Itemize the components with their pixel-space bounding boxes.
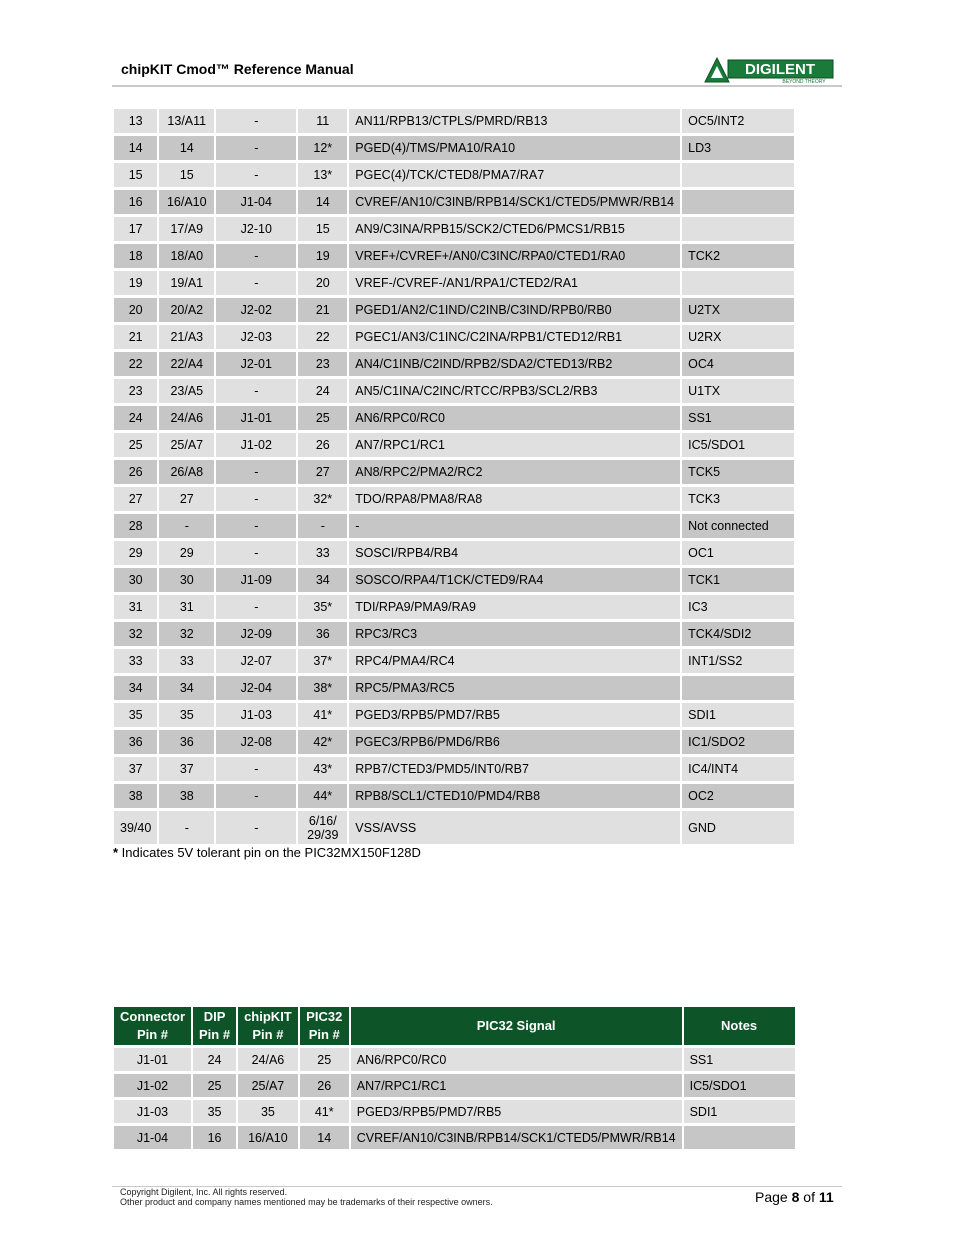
table-cell: 14	[159, 136, 214, 160]
table-row	[114, 1100, 795, 1123]
table-cell: 13	[114, 109, 157, 133]
table-cell: 37	[159, 757, 214, 781]
table-cell: -	[159, 514, 214, 538]
table-cell: 27	[298, 460, 347, 484]
table-cell: 21/A3	[159, 325, 214, 349]
table-row	[114, 109, 794, 133]
copyright-line: Copyright Digilent, Inc. All rights reserved.	[120, 1187, 288, 1197]
table-cell: 22/A4	[159, 352, 214, 376]
table-cell: 14	[300, 1126, 349, 1149]
table-cell: J1-04	[216, 190, 296, 214]
table-row	[114, 379, 794, 403]
table-cell: 27	[114, 487, 157, 511]
table-cell: -	[216, 244, 296, 268]
table-row	[114, 1126, 795, 1149]
table-cell: 37	[114, 757, 157, 781]
table-cell: U1TX	[682, 379, 794, 403]
table-cell: OC5/INT2	[682, 109, 794, 133]
table-cell: 25/A7	[238, 1074, 298, 1097]
table-cell	[684, 1126, 795, 1149]
page-current: 8	[791, 1189, 800, 1205]
page-of: of	[799, 1189, 819, 1205]
header-line: Pin #	[199, 1027, 231, 1042]
table-cell: 18	[114, 244, 157, 268]
table-cell: SS1	[684, 1048, 795, 1071]
table-cell: RPC4/PMA4/RC4	[349, 649, 680, 673]
table-cell: PGEC1/AN3/C1INC/C2INA/RPB1/CTED12/RB1	[349, 325, 680, 349]
table-cell: 38*	[298, 676, 347, 700]
table-cell: 16	[114, 190, 157, 214]
table-cell: IC3	[682, 595, 794, 619]
table-cell: J1-09	[216, 568, 296, 592]
header-line: Pin #	[252, 1027, 284, 1042]
table-cell: J1-02	[114, 1074, 191, 1097]
table-cell: -	[216, 784, 296, 808]
table-cell: 38	[114, 784, 157, 808]
header-line: Connector	[120, 1009, 185, 1024]
table-cell: 24	[193, 1048, 236, 1071]
table-row	[114, 757, 794, 781]
table-cell: AN4/C1INB/C2IND/RPB2/SDA2/CTED13/RB2	[349, 352, 680, 376]
table-cell: PGEC3/RPB6/PMD6/RB6	[349, 730, 680, 754]
table-cell: 16	[193, 1126, 236, 1149]
header-line: DIP	[203, 1009, 226, 1024]
table-cell	[298, 811, 347, 844]
table-cell: 29	[159, 541, 214, 565]
table-cell: 15	[159, 163, 214, 187]
connector-table	[112, 1004, 797, 1152]
table-row	[114, 244, 794, 268]
table-cell	[682, 217, 794, 241]
table-cell: AN7/RPC1/RC1	[349, 433, 680, 457]
table-cell: 17/A9	[159, 217, 214, 241]
header-line: chipKIT	[244, 1009, 292, 1024]
table-cell: 13*	[298, 163, 347, 187]
table-cell: 17	[114, 217, 157, 241]
table-cell: 32	[114, 622, 157, 646]
table-cell: 29	[114, 541, 157, 565]
table-cell: TCK4/SDI2	[682, 622, 794, 646]
table-cell: 22	[298, 325, 347, 349]
table-row	[114, 406, 794, 430]
table-cell: 16/A10	[238, 1126, 298, 1149]
copyright-notice	[120, 1187, 493, 1207]
table-cell: 25/A7	[159, 433, 214, 457]
table-cell: 26	[114, 460, 157, 484]
table-cell: U2TX	[682, 298, 794, 322]
table-cell: J2-10	[216, 217, 296, 241]
table-cell: AN7/RPC1/RC1	[351, 1074, 682, 1097]
table-cell: -	[216, 379, 296, 403]
column-header	[193, 1007, 236, 1045]
table-cell: 24	[298, 379, 347, 403]
table-row	[114, 811, 794, 844]
table-cell: J2-09	[216, 622, 296, 646]
table-cell: 37*	[298, 649, 347, 673]
header-line: Notes	[721, 1018, 758, 1033]
table-cell: CVREF/AN10/C3INB/RPB14/SCK1/CTED5/PMWR/RB14	[351, 1126, 682, 1149]
table-cell: RPB8/SCL1/CTED10/PMD4/RB8	[349, 784, 680, 808]
logo-tagline: BEYOND THEORY	[782, 79, 826, 84]
table-cell: PGED1/AN2/C1IND/C2INB/C3IND/RPB0/RB0	[349, 298, 680, 322]
table-cell: IC5/SDO1	[684, 1074, 795, 1097]
table-cell: TCK2	[682, 244, 794, 268]
table-cell: SOSCO/RPA4/T1CK/CTED9/RA4	[349, 568, 680, 592]
table-cell: CVREF/AN10/C3INB/RPB14/SCK1/CTED5/PMWR/RB14	[349, 190, 680, 214]
table-row	[114, 568, 794, 592]
column-header	[238, 1007, 298, 1045]
table-cell: 30	[159, 568, 214, 592]
column-header	[114, 1007, 191, 1045]
table-cell: 36	[159, 730, 214, 754]
table-cell: 26/A8	[159, 460, 214, 484]
table-cell: 11	[298, 109, 347, 133]
table-cell: J2-04	[216, 676, 296, 700]
table-cell: 44*	[298, 784, 347, 808]
table-cell: 25	[193, 1074, 236, 1097]
table-cell: 26	[300, 1074, 349, 1097]
table-cell: 32	[159, 622, 214, 646]
table-cell: 19	[114, 271, 157, 295]
cell-line: 6/16/	[308, 813, 337, 828]
table-row	[114, 433, 794, 457]
table-row	[114, 163, 794, 187]
table-cell: 15	[298, 217, 347, 241]
table-cell: 43*	[298, 757, 347, 781]
table-cell: 19	[298, 244, 347, 268]
table-cell: 24	[114, 406, 157, 430]
table-cell: 35	[193, 1100, 236, 1123]
table-cell: 20	[114, 298, 157, 322]
table-cell: SS1	[682, 406, 794, 430]
table-cell: 13/A11	[159, 109, 214, 133]
table-row	[114, 622, 794, 646]
cell-line: 29/39	[307, 827, 339, 842]
table-cell: 31	[159, 595, 214, 619]
table-cell: 35	[159, 703, 214, 727]
table-row	[114, 649, 794, 673]
table-cell: 23	[114, 379, 157, 403]
table-cell: 31	[114, 595, 157, 619]
table-cell: LD3	[682, 136, 794, 160]
table-cell: 27	[159, 487, 214, 511]
table-cell: OC2	[682, 784, 794, 808]
table-cell: VREF-/CVREF-/AN1/RPA1/CTED2/RA1	[349, 271, 680, 295]
table-cell: 16/A10	[159, 190, 214, 214]
page-label: Page	[755, 1189, 792, 1205]
table-cell: 35*	[298, 595, 347, 619]
table-cell: 23	[298, 352, 347, 376]
table-cell: AN8/RPC2/PMA2/RC2	[349, 460, 680, 484]
table-cell: 21	[298, 298, 347, 322]
table-cell: 25	[298, 406, 347, 430]
table-cell: 24/A6	[238, 1048, 298, 1071]
table-cell: SOSCI/RPB4/RB4	[349, 541, 680, 565]
table-cell: 34	[159, 676, 214, 700]
table-cell	[682, 271, 794, 295]
table-cell: IC5/SDO1	[682, 433, 794, 457]
table-row	[114, 784, 794, 808]
header-divider	[112, 85, 842, 87]
table-cell: AN6/RPC0/RC0	[351, 1048, 682, 1071]
header-line: PIC32	[306, 1009, 343, 1024]
table-cell: 15	[114, 163, 157, 187]
table-cell: -	[216, 163, 296, 187]
table-cell: -	[216, 514, 296, 538]
table-cell: TCK1	[682, 568, 794, 592]
table-cell: 20	[298, 271, 347, 295]
table-cell: SDI1	[684, 1100, 795, 1123]
table-cell: TDO/RPA8/PMA8/RA8	[349, 487, 680, 511]
table-row	[114, 460, 794, 484]
table-cell: -	[216, 460, 296, 484]
table-cell: PGEC(4)/TCK/CTED8/PMA7/RA7	[349, 163, 680, 187]
table-cell: J2-08	[216, 730, 296, 754]
table-cell: VSS/AVSS	[349, 811, 680, 844]
table-cell: 26	[298, 433, 347, 457]
table-cell: J1-04	[114, 1126, 191, 1149]
table-cell	[682, 190, 794, 214]
table-cell: J2-07	[216, 649, 296, 673]
table-cell: J1-02	[216, 433, 296, 457]
table-cell: 33	[159, 649, 214, 673]
table-row	[114, 190, 794, 214]
table-cell: 14	[298, 190, 347, 214]
table-cell: -	[298, 514, 347, 538]
column-header	[351, 1007, 682, 1045]
table-cell: 24/A6	[159, 406, 214, 430]
table-cell: RPC3/RC3	[349, 622, 680, 646]
table-cell: 34	[114, 676, 157, 700]
table-cell: AN11/RPB13/CTPLS/PMRD/RB13	[349, 109, 680, 133]
table-cell: PGED(4)/TMS/PMA10/RA10	[349, 136, 680, 160]
table-row	[114, 136, 794, 160]
table-cell: J2-03	[216, 325, 296, 349]
table-cell: -	[159, 811, 214, 844]
table-cell: AN5/C1INA/C2INC/RTCC/RPB3/SCL2/RB3	[349, 379, 680, 403]
table-cell: PGED3/RPB5/PMD7/RB5	[349, 703, 680, 727]
table-cell: -	[216, 487, 296, 511]
table-cell: OC4	[682, 352, 794, 376]
table-row	[114, 217, 794, 241]
footnote	[113, 845, 421, 860]
table-cell: AN9/C3INA/RPB15/SCK2/CTED6/PMCS1/RB15	[349, 217, 680, 241]
pin-table-body	[114, 109, 794, 844]
table-cell: OC1	[682, 541, 794, 565]
table-cell: 28	[114, 514, 157, 538]
table-cell: 19/A1	[159, 271, 214, 295]
table-cell: -	[216, 109, 296, 133]
table-cell: IC1/SDO2	[682, 730, 794, 754]
table-cell: 41*	[298, 703, 347, 727]
table-cell: 14	[114, 136, 157, 160]
table-cell: -	[216, 595, 296, 619]
table-cell: -	[216, 757, 296, 781]
table-cell: 34	[298, 568, 347, 592]
table-cell: U2RX	[682, 325, 794, 349]
table-cell: J2-02	[216, 298, 296, 322]
page-number	[755, 1189, 834, 1205]
logo-wordmark: DIGILENT	[745, 61, 815, 78]
header-line: PIC32 Signal	[476, 1018, 556, 1033]
table-cell: TCK3	[682, 487, 794, 511]
header-line: Pin #	[136, 1027, 169, 1042]
table-cell: PGED3/RPB5/PMD7/RB5	[351, 1100, 682, 1123]
table-cell: 35	[114, 703, 157, 727]
pin-table	[112, 106, 796, 847]
table-cell: 21	[114, 325, 157, 349]
table-row	[114, 541, 794, 565]
table-row	[114, 1074, 795, 1097]
table-cell: 33	[114, 649, 157, 673]
table-cell: J1-03	[114, 1100, 191, 1123]
table-cell: AN6/RPC0/RC0	[349, 406, 680, 430]
table-cell: 18/A0	[159, 244, 214, 268]
table-cell: 39/40	[114, 811, 157, 844]
table-cell: 32*	[298, 487, 347, 511]
table-cell: 22	[114, 352, 157, 376]
table-cell: J1-01	[216, 406, 296, 430]
table-cell: -	[216, 136, 296, 160]
table-cell: Not connected	[682, 514, 794, 538]
table-cell: 38	[159, 784, 214, 808]
table-cell: -	[216, 541, 296, 565]
table-cell: RPC5/PMA3/RC5	[349, 676, 680, 700]
table-row	[114, 703, 794, 727]
table-cell: 42*	[298, 730, 347, 754]
table-cell: 41*	[300, 1100, 349, 1123]
table-cell: 30	[114, 568, 157, 592]
table-row	[114, 325, 794, 349]
table-header-row	[114, 1007, 795, 1045]
table-row	[114, 487, 794, 511]
table-cell: VREF+/CVREF+/AN0/C3INC/RPA0/CTED1/RA0	[349, 244, 680, 268]
table-cell: J1-01	[114, 1048, 191, 1071]
table-cell: 12*	[298, 136, 347, 160]
table-cell	[682, 676, 794, 700]
table-cell: 33	[298, 541, 347, 565]
table-row	[114, 676, 794, 700]
table-cell: INT1/SS2	[682, 649, 794, 673]
table-cell: IC4/INT4	[682, 757, 794, 781]
table-row	[114, 595, 794, 619]
table-cell: TDI/RPA9/PMA9/RA9	[349, 595, 680, 619]
table-cell: J2-01	[216, 352, 296, 376]
table-cell: SDI1	[682, 703, 794, 727]
connector-table-body	[114, 1048, 795, 1149]
table-cell: 23/A5	[159, 379, 214, 403]
trademark-line: Other product and company names mentioned may be trademarks of their respective owners.	[120, 1197, 493, 1207]
table-cell: 36	[114, 730, 157, 754]
table-cell: TCK5	[682, 460, 794, 484]
table-cell: J1-03	[216, 703, 296, 727]
table-cell: 25	[114, 433, 157, 457]
header-line: Pin #	[308, 1027, 340, 1042]
table-row	[114, 298, 794, 322]
footnote-mark: *	[113, 845, 119, 860]
table-row	[114, 271, 794, 295]
table-cell: -	[216, 811, 296, 844]
table-cell: -	[349, 514, 680, 538]
table-cell: 25	[300, 1048, 349, 1071]
table-row	[114, 1048, 795, 1071]
column-header	[684, 1007, 795, 1045]
table-cell: 35	[238, 1100, 298, 1123]
table-row	[114, 352, 794, 376]
page-total: 11	[818, 1189, 834, 1205]
document-title: chipKIT Cmod™ Reference Manual	[121, 61, 354, 77]
column-header	[300, 1007, 349, 1045]
table-cell: RPB7/CTED3/PMD5/INT0/RB7	[349, 757, 680, 781]
table-row	[114, 514, 794, 538]
table-cell	[682, 163, 794, 187]
digilent-logo	[704, 56, 834, 84]
table-cell: -	[216, 271, 296, 295]
footnote-text: Indicates 5V tolerant pin on the PIC32MX150F128D	[118, 845, 421, 860]
table-cell: 20/A2	[159, 298, 214, 322]
table-cell: 36	[298, 622, 347, 646]
table-cell: GND	[682, 811, 794, 844]
table-row	[114, 730, 794, 754]
